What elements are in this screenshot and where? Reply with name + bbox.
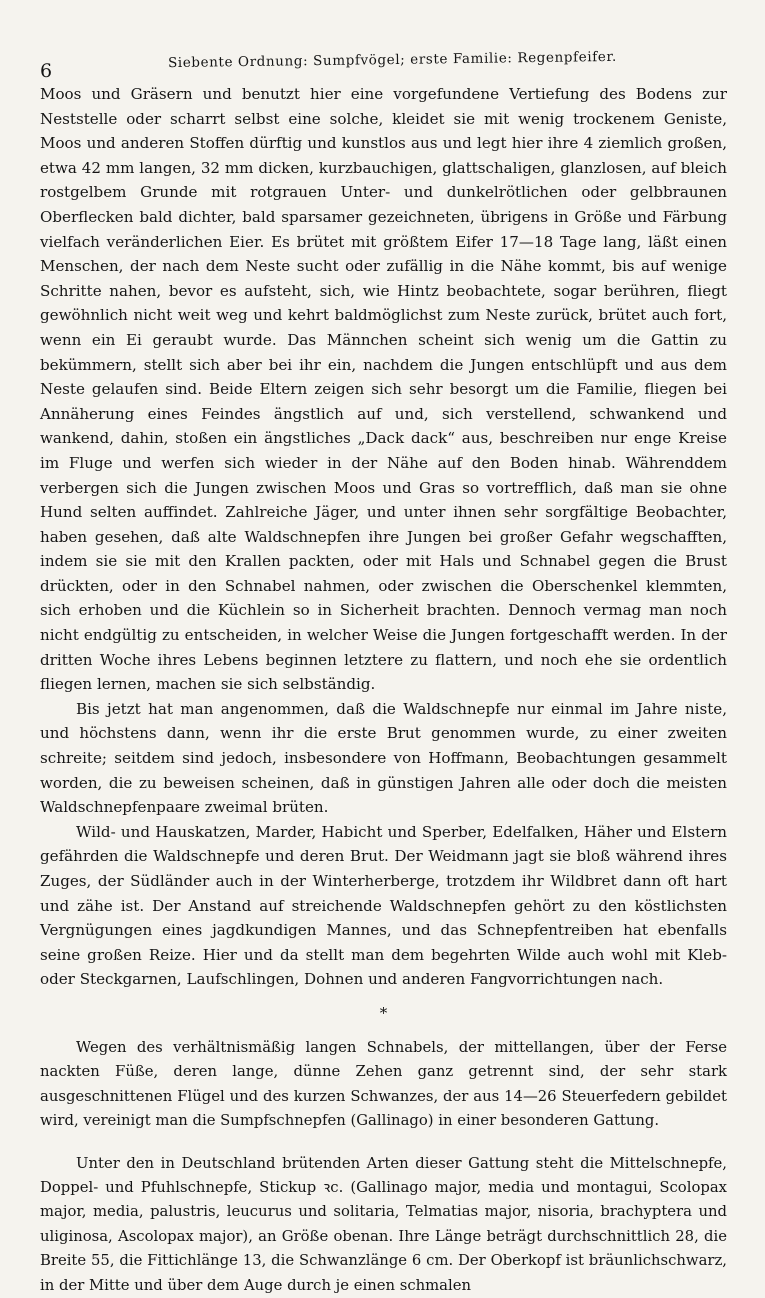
paragraph: Bis jetzt hat man angenommen, daß die Waldschnepfe nur einmal im Jahre niste, und höchstens dann, wenn ihr die erste Brut genommen wurde, zu einer zweiten schreite; seitdem sind jedoch, insbesondere von Hoffmann, Beobachtungen gesammelt worden, die zu beweisen scheinen, daß in günstigen Jahren alle oder doch die meisten Waldschnepfenpaare zweimal brüten. <box>40 699 727 817</box>
running-head: Siebente Ordnung: Sumpfvögel; erste Familie: Regenpfeifer. <box>167 48 617 72</box>
page-number: 6 <box>40 60 53 82</box>
paragraph: Wild- und Hauskatzen, Marder, Habicht und Sperber, Edelfalken, Häher und Elstern gefährden die Waldschnepfe und deren Brut. Der Weidmann jagt sie bloß während ihres Zuges, der Südländer auch in der Winterherberge, trotzdem ihr Wildbret dann oft hart und zähe ist. Der Anstand auf streichende Waldschnepfen gehört zu den köstlichsten Vergnügungen eines jagdkundigen Mannes, und das Schnepfentreiben hat ebenfalls seine großen Reize. Hier und da stellt man dem begehrten Wilde auch wohl mit Kleb- oder Steckgarnen, Laufschlingen, Dohnen und anderen Fangvorrichtungen nach. <box>40 822 727 989</box>
section-two <box>40 1036 727 1298</box>
page-header <box>40 48 727 82</box>
page-body <box>40 82 727 1298</box>
section-divider: * <box>379 1003 388 1022</box>
paragraph: Wegen des verhältnismäßig langen Schnabels, der mittellangen, über der Ferse nackten Füße, deren lange, dünne Zehen ganz getrennt sind, der sehr stark ausgeschnittenen Flügel und des kurzen Schwanzes, der aus 14—26 Steuerfedern gebildet wird, vereinigt man die Sumpfschnepfen (Gallinago) in einer besonderen Gattung. <box>40 1038 727 1130</box>
paragraph: Unter den in Deutschland brütenden Arten dieser Gattung steht die Mittelschnepfe, Doppel- und Pfuhlschnepfe, Stickup ꝛc. (Gallinago major, media und montagui, Scolopax major, media, palustris, leucurus und solitaria, Telmatias major, nisoria, brachyptera und uliginosa, Ascolopax major), an Größe obenan. Ihre Länge beträgt durchschnittlich 28, die Breite 55, die Fittichlänge 13, die Schwanzlänge 6 cm. Der Oberkopf ist bräunlichschwarz, in der Mitte und über dem Auge durch je einen schmalen <box>40 1154 727 1294</box>
paragraph: Moos und Gräsern und benutzt hier eine vorgefundene Vertiefung des Bodens zur Neststelle oder scharrt selbst eine solche, kleidet sie mit wenig trockenem Geniste, Moos und anderen Stoffen dürftig und kunstlos aus und legt hier ihre 4 ziemlich großen, etwa 42 mm langen, 32 mm dicken, kurzbauchigen, glattschaligen, glanzlosen, auf bleich rostgelbem Grunde mit rotgrauen Unter- und dunkelrötlichen oder gelbbraunen Oberflecken bald dichter, bald sparsamer gezeichneten, übrigens in Größe und Färbung vielfach veränderlichen Eier. Es brütet mit größtem Eifer 17—18 Tage lang, läßt einen Menschen, der nach dem Neste sucht oder zufällig in die Nähe kommt, bis auf wenige Schritte nahen, bevor es aufsteht, sich, wie Hintz beobachtete, sogar berühren, fliegt gewöhnlich nicht weit weg und kehrt baldmöglichst zum Neste zurück, brütet auch fort, wenn ein Ei geraubt wurde. Das Männchen scheint sich wenig um die Gattin zu bekümmern, stellt sich aber bei ihr ein, nachdem die Jungen entschlüpft und aus dem Neste gelaufen sind. Beide Eltern zeigen sich sehr besorgt um die Familie, fliegen bei Annäherung eines Feindes ängstlich auf und, sich verstellend, schwankend und wankend, dahin, stoßen ein ängstliches „Dack dack“ aus, beschreiben nur enge Kreise im Fluge und werfen sich wieder in der Nähe auf den Boden hinab. Währenddem verbergen sich die Jungen zwischen Moos und Gras so vortrefflich, daß man sie ohne Hund selten auffindet. Zahlreiche Jäger, und unter ihnen sehr sorgfältige Beobachter, haben gesehen, daß alte Waldschnepfen ihre Jungen bei großer Gefahr wegschafften, indem sie sie mit den Krallen packten, oder mit Hals und Schnabel gegen die Brust drückten, oder in den Schnabel nahmen, oder zwischen die Oberschenkel klemmten, sich erhoben und die Küchlein so in Sicherheit brachten. Dennoch vermag man noch nicht endgültig zu entscheiden, in welcher Weise die Jungen fortgeschafft werden. In der dritten Woche ihres Lebens beginnen letztere zu flattern, und noch ehe sie ordentlich fliegen lernen, machen sie sich selbständig. <box>40 85 727 694</box>
